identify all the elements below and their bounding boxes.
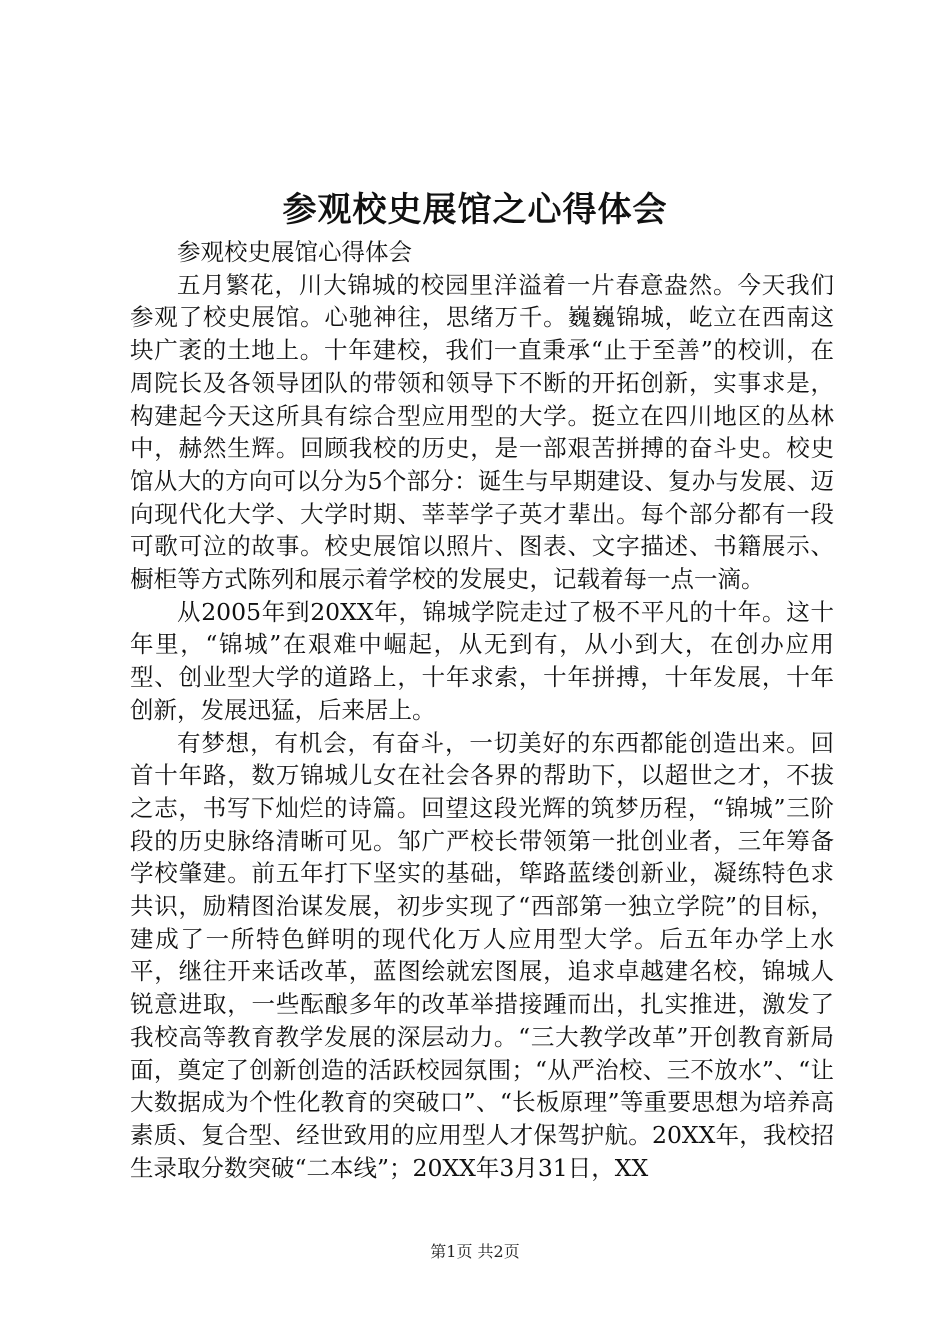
- paragraph: 有梦想，有机会，有奋斗，一切美好的东西都能创造出来。回首十年路，数万锦城儿女在社会各界的帮助下，以超世之才，不拔之志，书写下灿烂的诗篇。回望这段光辉的筑梦历程，“锦城”三阶段的历史脉络清晰可见。邹广严校长带领第一批创业者，三年筹备学校肇建。前五年打下坚实的基础，筚路蓝缕创新业，凝练特色求共识，励精图治谋发展，初步实现了“西部第一独立学院”的目标，建成了一所特色鲜明的现代化万人应用型大学。后五年办学上水平，继往开来话改革，蓝图绘就宏图展，追求卓越建名校，锦城人锐意进取，一些酝酿多年的改革举措接踵而出，扎实推进，激发了我校高等教育教学发展的深层动力。“三大教学改革”开创教育新局面，奠定了创新创造的活跃校园氛围；“从严治校、三不放水”、“让大数据成为个性化教育的突破口”、“长板原理”等重要思想为培养高素质、复合型、经世致用的应用型人才保驾护航。20XX年，我校招生录取分数突破“二本线”；20XX年3月31日，XX: [130, 728, 834, 1182]
- paragraph: 五月繁花，川大锦城的校园里洋溢着一片春意盎然。今天我们参观了校史展馆。心驰神往，思绪万千。巍巍锦城，屹立在西南这块广袤的土地上。十年建校，我们一直秉承“止于至善”的校训，在周院长及各领导团队的带领和领导下不断的开拓创新，实事求是，构建起今天这所具有综合型应用型的大学。挺立在四川地区的丛林中，赫然生辉。回顾我校的历史，是一部艰苦拼搏的奋斗史。校史馆从大的方向可以分为5个部分：诞生与早期建设、复办与发展、迈向现代化大学、大学时期、莘莘学子英才辈出。每个部分都有一段可歌可泣的故事。校史展馆以照片、图表、文字描述、书籍展示、橱柜等方式陈列和展示着学校的发展史，记载着每一点一滴。: [130, 270, 834, 594]
- page-number-footer: 第1页 共2页: [430, 1242, 520, 1261]
- document-subtitle: 参观校史展馆心得体会: [177, 238, 412, 266]
- document-body: [130, 236, 834, 1184]
- paragraph: 从2005年到20XX年，锦城学院走过了极不平凡的十年。这十年里，“锦城”在艰难中崛起，从无到有，从小到大，在创办应用型、创业型大学的道路上，十年求索，十年拼搏，十年发展，十年创新，发展迅猛，后来居上。: [130, 597, 834, 724]
- document-title: 参观校史展馆之心得体会: [282, 190, 668, 230]
